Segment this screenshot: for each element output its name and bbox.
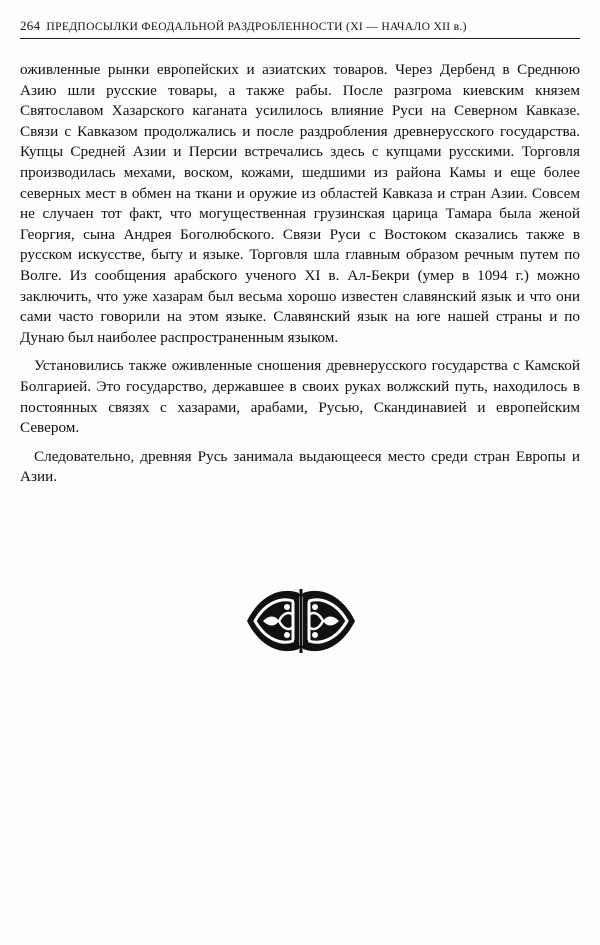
running-header bbox=[20, 18, 580, 34]
paragraph: Следовательно, древняя Русь занимала выдающееся место среди стран Европы и Азии. bbox=[20, 447, 580, 486]
paragraph: Установились также оживленные сношения древнерусского государства с Камской Болгарией. Это государство, державшее в своих руках волжский путь, находилось в постоянных связях с хазарами, арабами, Русью, Скандинавией и европейским Севером. bbox=[20, 357, 580, 437]
header-rule bbox=[20, 38, 580, 39]
body-text bbox=[20, 60, 580, 496]
decorative-ornament-icon bbox=[243, 585, 359, 657]
page-number: 264 bbox=[20, 18, 41, 33]
running-title: ПРЕДПОСЫЛКИ ФЕОДАЛЬНОЙ РАЗДРОБЛЕННОСТИ (XI — НАЧАЛО XII в.) bbox=[46, 20, 467, 33]
paragraph: оживленные рынки европейских и азиатских товаров. Через Дербенд в Среднюю Азию шли русские товары, а также рабы. После разгрома киевским князем Святославом Хазарского каганата усилилось влияние Руси на Северном Кавказе. Связи с Кавказом продолжались и после раздробления древнерусского государства. Купцы Средней Азии и Персии встречались здесь с купцами русскими. Торговля производилась мехами, воском, кожами, шедшими из района Камы и еще более северных мест в обмен на ткани и оружие из областей Кавказа и стран Азии. Совсем не случаен тот факт, что могущественная грузинская царица Тамара была женой Георгия, сына Андрея Боголюбского. Связи Руси с Востоком сказались также в русском искусстве, быту и языке. Торговля шла главным образом речным путем по Волге. Из сообщения арабского ученого XI в. Ал-Бекри (умер в 1094 г.) можно заключить, что уже хазарам был весьма хорошо известен славянский язык и что они сами часто говорили на этом языке. Славянский язык на юге нашей страны и по Дунаю был наиболее распространенным языком. bbox=[20, 61, 580, 346]
